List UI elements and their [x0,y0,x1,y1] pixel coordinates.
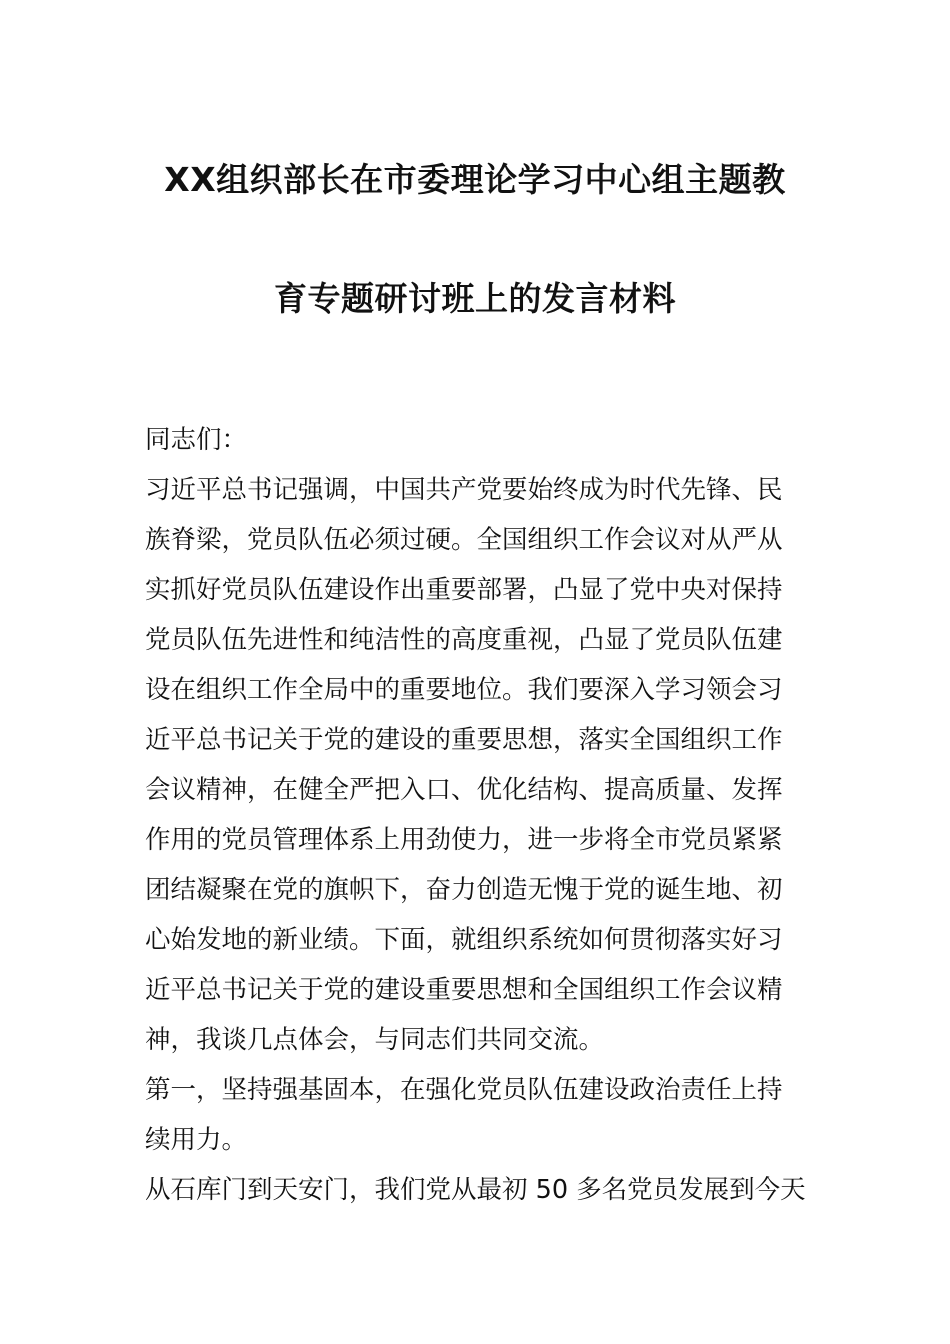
document-body [145,415,810,1215]
body-line: 习近平总书记强调，中国共产党要始终成为时代先锋、民 [145,475,783,505]
salutation: 同志们： [145,425,248,455]
body-line: 近平总书记关于党的建设重要思想和全国组织工作会议精 [145,975,783,1005]
section-heading-line: 第一，坚持强基固本，在强化党员队伍建设政治责任上持 [145,1075,783,1105]
document-title-line-1: XX组织部长在市委理论学习中心组主题教 [164,160,786,199]
body-line: 心始发地的新业绩。下面，就组织系统如何贯彻落实好习 [145,925,783,955]
body-line: 近平总书记关于党的建设的重要思想，落实全国组织工作 [145,725,783,755]
section-heading-line: 续用力。 [145,1125,248,1155]
body-line: 党员队伍先进性和纯洁性的高度重视，凸显了党员队伍建 [145,625,783,655]
body-line: 团结凝聚在党的旗帜下，奋力创造无愧于党的诞生地、初 [145,875,783,905]
body-line: 实抓好党员队伍建设作出重要部署，凸显了党中央对保持 [145,575,783,605]
body-line: 神，我谈几点体会，与同志们共同交流。 [145,1025,605,1055]
body-line: 作用的党员管理体系上用劲使力，进一步将全市党员紧紧 [145,825,783,855]
body-line: 设在组织工作全局中的重要地位。我们要深入学习领会习 [145,675,783,705]
document-title-line-2: 育专题研讨班上的发言材料 [274,279,676,318]
body-line: 族脊梁，党员队伍必须过硬。全国组织工作会议对从严从 [145,525,783,555]
body-line: 从石库门到天安门，我们党从最初 50 多名党员发展到今天 [145,1175,806,1205]
body-line: 会议精神，在健全严把入口、优化结构、提高质量、发挥 [145,775,783,805]
